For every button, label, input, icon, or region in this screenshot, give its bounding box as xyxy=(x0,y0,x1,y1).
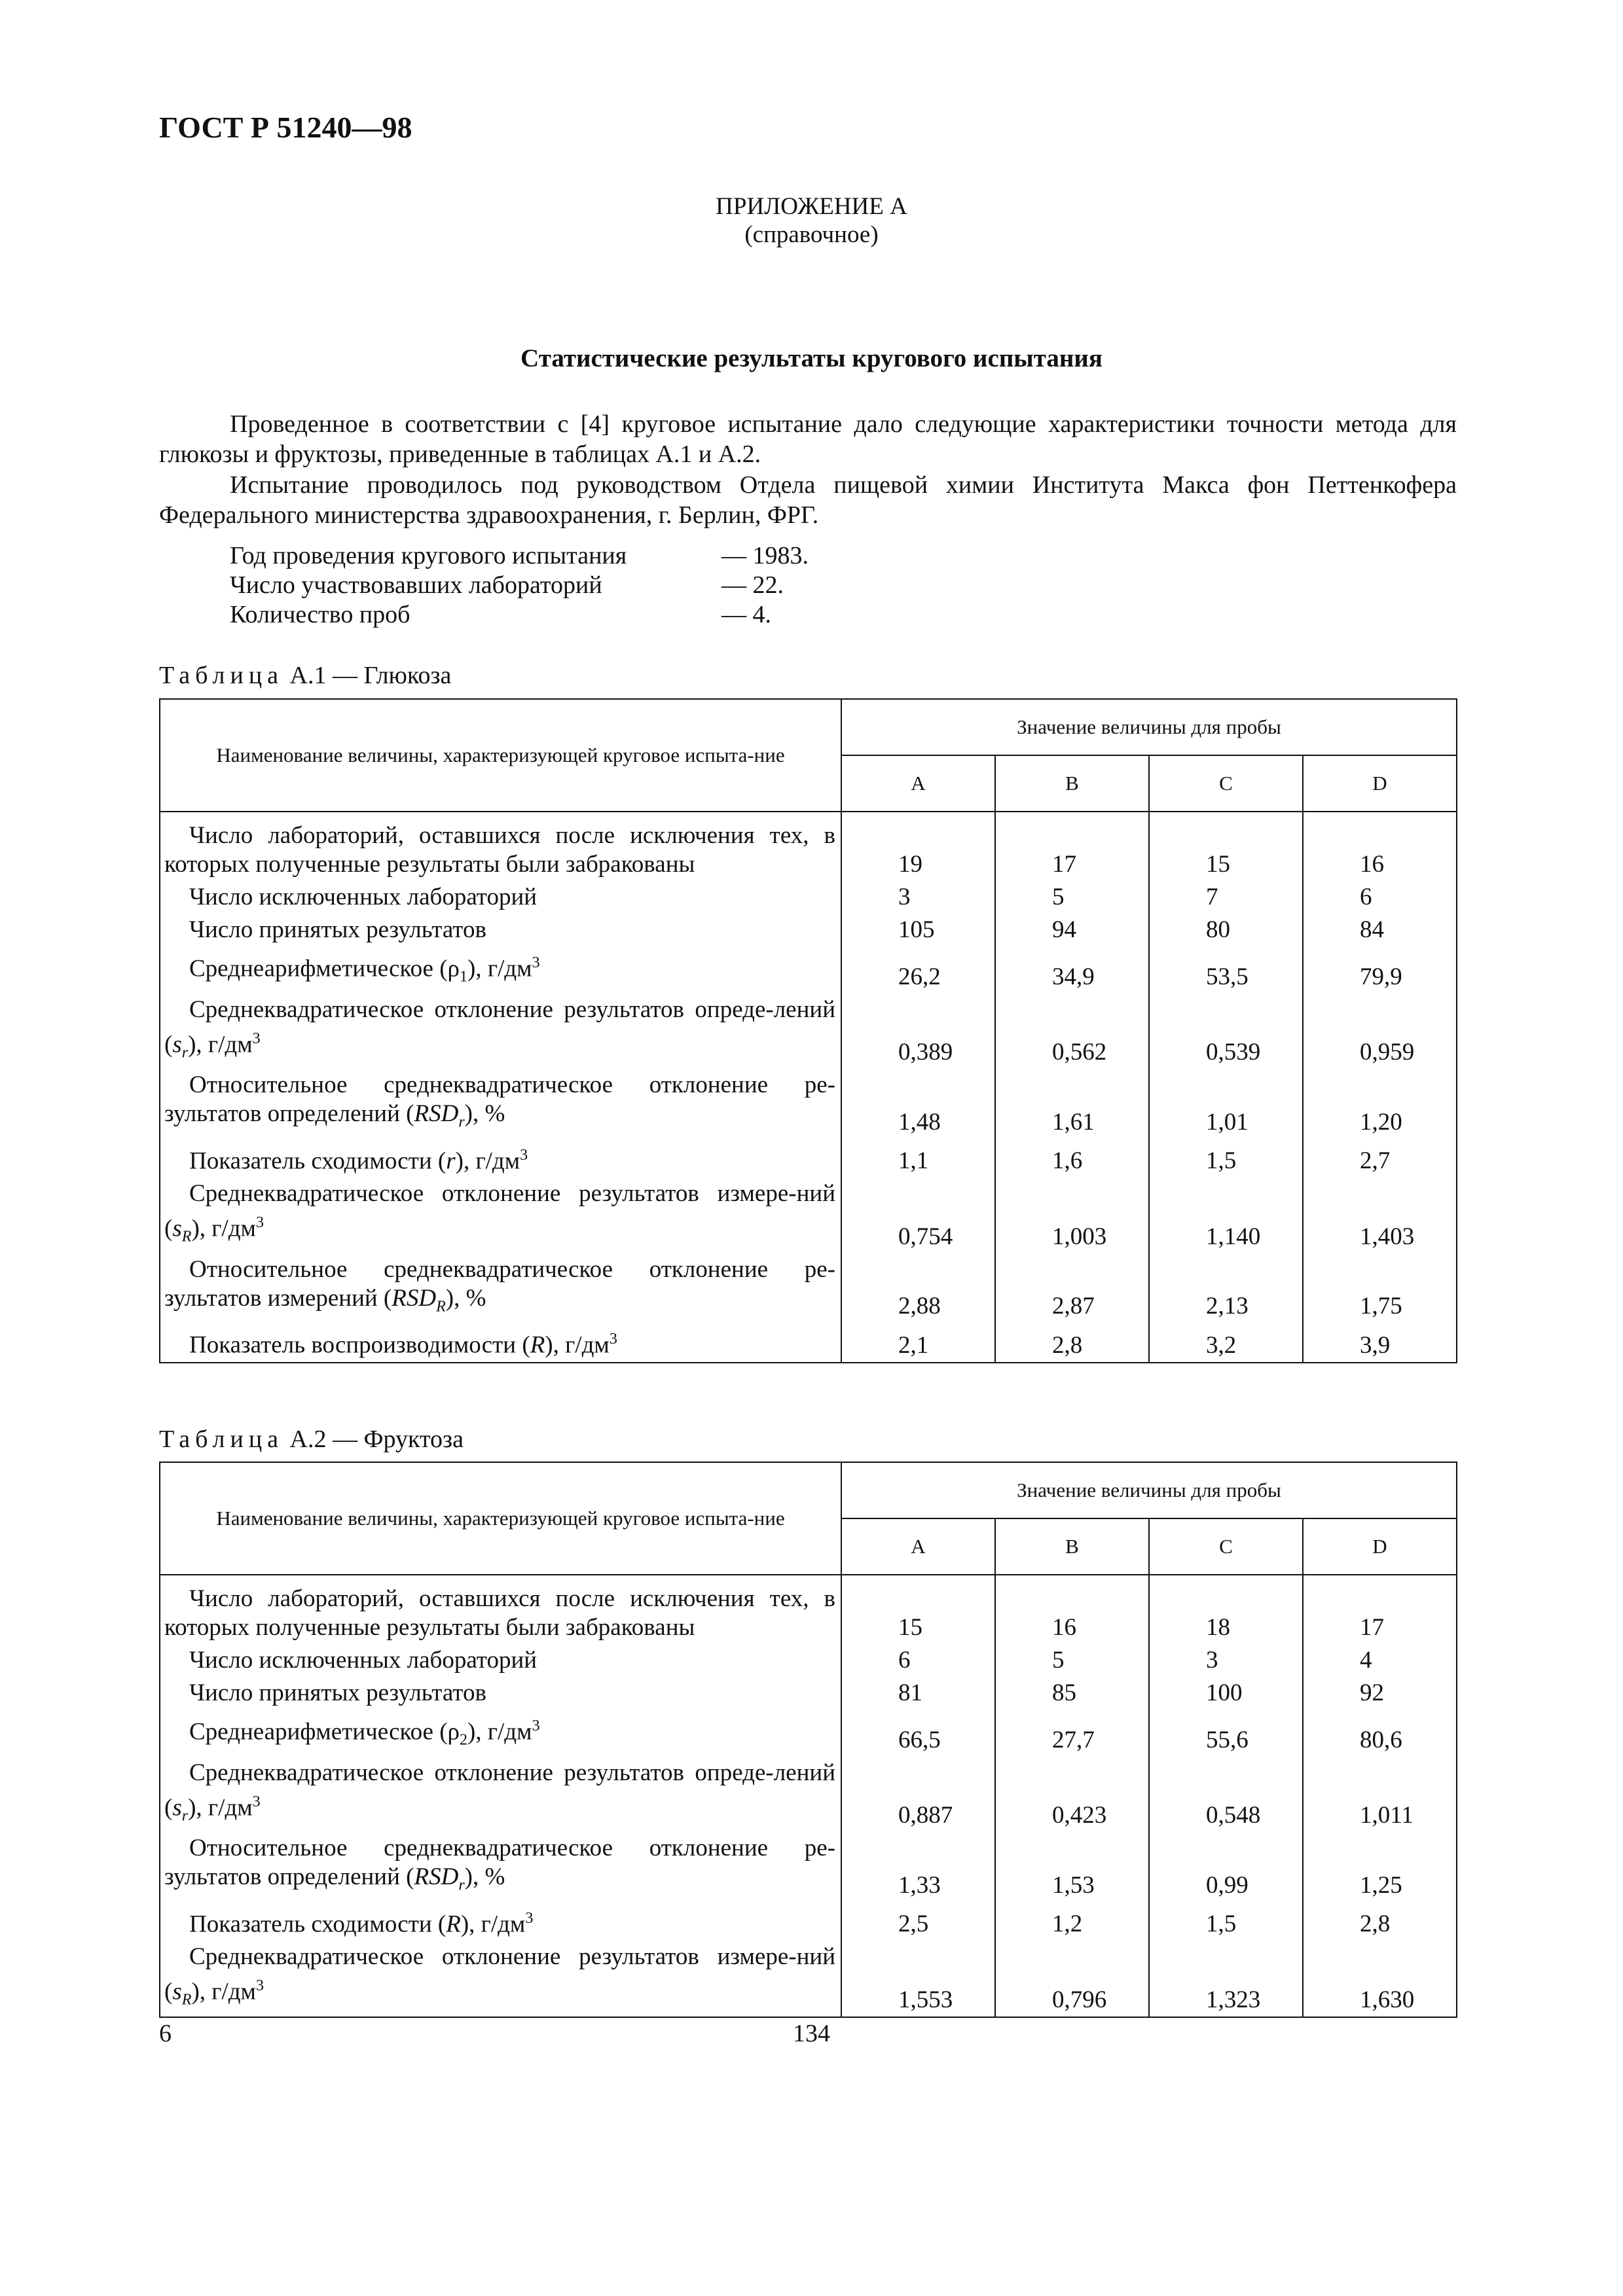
row-value: 1,48 xyxy=(841,1069,995,1138)
row-name: Число лабораторий, оставшихся после исключения тех, в которых полученные результаты были забракованы xyxy=(160,1575,841,1644)
row-value: 1,553 xyxy=(841,1941,995,2017)
table-fructose xyxy=(159,1462,1457,2018)
row-value: 2,8 xyxy=(995,1323,1149,1362)
row-value: 15 xyxy=(841,1575,995,1644)
row-name: Среднеарифметическое $(\rho_2)$, $г/дм^3$ xyxy=(160,1710,841,1757)
table-1-caption xyxy=(159,661,451,690)
row-value: 0,548 xyxy=(1149,1757,1303,1833)
row-value: 3,2 xyxy=(1149,1323,1303,1362)
row-value: 0,389 xyxy=(841,994,995,1069)
table-glucose xyxy=(159,698,1457,1363)
paragraph-1-text: Проведенное в соответствии с [4] круговое испытание дало следующие характеристики точности метода для глюкозы и фруктозы, приведенные в таблицах А.1 и А.2. xyxy=(159,410,1457,468)
sample-header: D xyxy=(1303,755,1457,812)
row-name: Число принятых результатов xyxy=(160,914,841,946)
table-2-caption xyxy=(159,1425,464,1454)
row-value: 1,33 xyxy=(841,1832,995,1901)
table-row xyxy=(160,881,1457,914)
row-name: Показатель сходимости (R), $г/дм^3$ xyxy=(160,1902,841,1941)
row-value: 5 xyxy=(995,881,1149,914)
row-name: Относительное среднеквадратическое отклонение ре-зультатов измерений $(RSD_R)$, % xyxy=(160,1253,841,1323)
row-value: 16 xyxy=(995,1575,1149,1644)
table-row xyxy=(160,1757,1457,1833)
table-row xyxy=(160,1139,1457,1177)
annex-subtitle: (справочное) xyxy=(744,221,879,248)
table-row xyxy=(160,994,1457,1069)
paragraph-1 xyxy=(159,409,1457,469)
fact-row xyxy=(230,541,809,571)
row-value: 0,539 xyxy=(1149,994,1303,1069)
row-name: Среднеквадратическое отклонение результатов опреде-лений $(s_r)$, $г/дм^3$ xyxy=(160,994,841,1069)
row-value: 81 xyxy=(841,1677,995,1710)
fact-row xyxy=(230,600,809,630)
row-value: 2,1 xyxy=(841,1323,995,1362)
row-value: 0,423 xyxy=(995,1757,1149,1833)
row-value: 1,6 xyxy=(995,1139,1149,1177)
row-name: Среднеквадратическое отклонение результатов измере-ний $(s_R)$, $г/дм^3$ xyxy=(160,1941,841,2017)
row-value: 2,5 xyxy=(841,1902,995,1941)
row-value: 1,2 xyxy=(995,1902,1149,1941)
row-value: 1,5 xyxy=(1149,1139,1303,1177)
table-row xyxy=(160,1177,1457,1253)
table-row xyxy=(160,1575,1457,1644)
table-row xyxy=(160,1710,1457,1757)
row-value: 1,011 xyxy=(1303,1757,1457,1833)
sample-header: D xyxy=(1303,1518,1457,1575)
row-value: 100 xyxy=(1149,1677,1303,1710)
table-row xyxy=(160,1941,1457,2017)
row-value: 80,6 xyxy=(1303,1710,1457,1757)
table-caption-word: Таблица xyxy=(159,1426,284,1453)
paragraph-2 xyxy=(159,470,1457,530)
row-value: 66,5 xyxy=(841,1710,995,1757)
row-name: Показатель сходимости (r), $г/дм^3$ xyxy=(160,1139,841,1177)
row-value: 6 xyxy=(841,1644,995,1677)
row-value: 26,2 xyxy=(841,946,995,994)
trial-facts xyxy=(230,541,809,630)
sample-header: C xyxy=(1149,1518,1303,1575)
row-value: 3,9 xyxy=(1303,1323,1457,1362)
table-row xyxy=(160,1069,1457,1138)
row-name: Относительное среднеквадратическое отклонение ре-зультатов определений $(RSD_r)$, % xyxy=(160,1832,841,1901)
fact-value: — 22. xyxy=(721,571,784,599)
sample-header: A xyxy=(841,755,995,812)
row-value: 0,796 xyxy=(995,1941,1149,2017)
row-name: Число исключенных лабораторий xyxy=(160,881,841,914)
row-value: 16 xyxy=(1303,812,1457,881)
row-name: Число лабораторий, оставшихся после исключения тех, в которых полученные результаты были забракованы xyxy=(160,812,841,881)
table-row xyxy=(160,1323,1457,1362)
row-value: 2,87 xyxy=(995,1253,1149,1323)
row-name: Число исключенных лабораторий xyxy=(160,1644,841,1677)
row-value: 17 xyxy=(995,812,1149,881)
row-value: 1,01 xyxy=(1149,1069,1303,1138)
row-value: 53,5 xyxy=(1149,946,1303,994)
fact-label: Количество проб xyxy=(230,601,410,628)
section-title: Статистические результаты кругового испытания xyxy=(520,344,1103,372)
row-value: 2,8 xyxy=(1303,1902,1457,1941)
fact-row xyxy=(230,571,809,600)
row-value: 1,5 xyxy=(1149,1902,1303,1941)
row-value: 5 xyxy=(995,1644,1149,1677)
row-value: 94 xyxy=(995,914,1149,946)
row-value: 1,1 xyxy=(841,1139,995,1177)
row-value: 84 xyxy=(1303,914,1457,946)
row-value: 92 xyxy=(1303,1677,1457,1710)
row-value: 1,140 xyxy=(1149,1177,1303,1253)
row-value: 3 xyxy=(1149,1644,1303,1677)
table-row xyxy=(160,1644,1457,1677)
table-row xyxy=(160,1677,1457,1710)
table-row xyxy=(160,946,1457,994)
annex-title: ПРИЛОЖЕНИЕ А xyxy=(716,193,907,220)
paragraph-2-text: Испытание проводилось под руководством Отдела пищевой химии Института Макса фон Петтенкофера Федерального министерства здравоохранения, г. Берлин, ФРГ. xyxy=(159,471,1457,529)
table-row xyxy=(160,914,1457,946)
table-head-values: Значение величины для пробы xyxy=(841,699,1457,755)
sample-header: A xyxy=(841,1518,995,1575)
row-value: 1,20 xyxy=(1303,1069,1457,1138)
row-name: Показатель воспроизводимости (R), $г/дм^3$ xyxy=(160,1323,841,1362)
row-value: 18 xyxy=(1149,1575,1303,1644)
row-value: 1,630 xyxy=(1303,1941,1457,2017)
table-row xyxy=(160,812,1457,881)
row-value: 2,7 xyxy=(1303,1139,1457,1177)
row-name: Среднеквадратическое отклонение результатов измере-ний $(s_R)$, $г/дм^3$ xyxy=(160,1177,841,1253)
row-value: 15 xyxy=(1149,812,1303,881)
row-value: 1,75 xyxy=(1303,1253,1457,1323)
row-value: 2,88 xyxy=(841,1253,995,1323)
row-value: 0,99 xyxy=(1149,1832,1303,1901)
row-value: 55,6 xyxy=(1149,1710,1303,1757)
fact-value: — 1983. xyxy=(721,542,809,569)
row-value: 3 xyxy=(841,881,995,914)
table-head-values: Значение величины для пробы xyxy=(841,1462,1457,1518)
row-value: 1,323 xyxy=(1149,1941,1303,2017)
table-row xyxy=(160,1253,1457,1323)
fact-label: Число участвовавших лабораторий xyxy=(230,571,602,599)
row-value: 79,9 xyxy=(1303,946,1457,994)
row-name: Число принятых результатов xyxy=(160,1677,841,1710)
fact-label: Год проведения кругового испытания xyxy=(230,542,627,569)
row-value: 19 xyxy=(841,812,995,881)
table-caption-text: А.2 — Фруктоза xyxy=(289,1426,464,1453)
table-head-name: Наименование величины, характеризующей круговое испыта-ние xyxy=(160,699,841,812)
sample-header: B xyxy=(995,755,1149,812)
row-value: 85 xyxy=(995,1677,1149,1710)
row-value: 80 xyxy=(1149,914,1303,946)
row-value: 4 xyxy=(1303,1644,1457,1677)
row-value: 27,7 xyxy=(995,1710,1149,1757)
table-row xyxy=(160,1832,1457,1901)
row-value: 105 xyxy=(841,914,995,946)
sample-header: C xyxy=(1149,755,1303,812)
document-header: ГОСТ Р 51240—98 xyxy=(159,111,412,144)
row-value: 1,003 xyxy=(995,1177,1149,1253)
row-name: Относительное среднеквадратическое отклонение ре-зультатов определений $(RSD_r)$, % xyxy=(160,1069,841,1138)
row-value: 17 xyxy=(1303,1575,1457,1644)
row-value: 7 xyxy=(1149,881,1303,914)
row-value: 6 xyxy=(1303,881,1457,914)
row-name: Среднеарифметическое $(\rho_1)$, $г/дм^3$ xyxy=(160,946,841,994)
table-row xyxy=(160,1902,1457,1941)
table-caption-word: Таблица xyxy=(159,662,284,689)
row-value: 0,754 xyxy=(841,1177,995,1253)
table-head-name: Наименование величины, характеризующей круговое испыта-ние xyxy=(160,1462,841,1575)
sample-header: B xyxy=(995,1518,1149,1575)
row-value: 1,53 xyxy=(995,1832,1149,1901)
row-value: 2,13 xyxy=(1149,1253,1303,1323)
row-value: 0,959 xyxy=(1303,994,1457,1069)
row-value: 1,403 xyxy=(1303,1177,1457,1253)
page-number-left: 6 xyxy=(159,2020,172,2047)
row-value: 1,25 xyxy=(1303,1832,1457,1901)
table-caption-text: А.1 — Глюкоза xyxy=(289,662,452,689)
page-number-center: 134 xyxy=(793,2020,830,2047)
row-value: 0,562 xyxy=(995,994,1149,1069)
row-value: 34,9 xyxy=(995,946,1149,994)
row-value: 1,61 xyxy=(995,1069,1149,1138)
fact-value: — 4. xyxy=(721,601,771,628)
row-name: Среднеквадратическое отклонение результатов опреде-лений $(s_r)$, $г/дм^3$ xyxy=(160,1757,841,1833)
row-value: 0,887 xyxy=(841,1757,995,1833)
